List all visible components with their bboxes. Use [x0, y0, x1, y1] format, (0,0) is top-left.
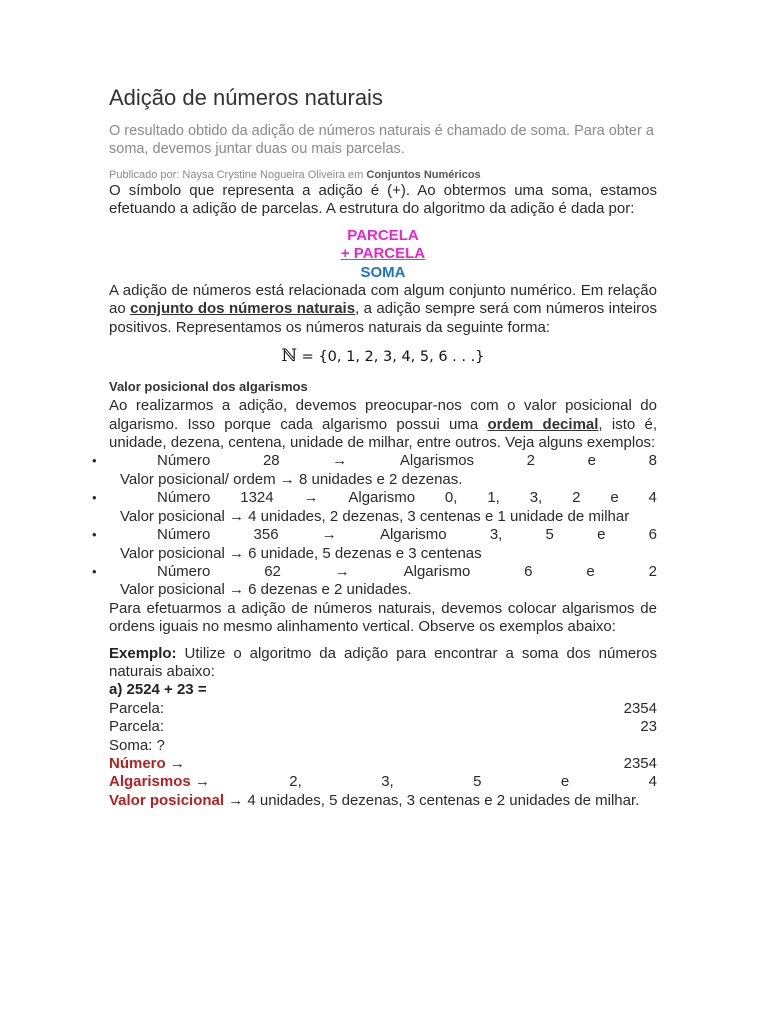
addend-row-1	[109, 700, 657, 718]
examples-list	[92, 452, 657, 599]
bullet-icon: •	[92, 527, 97, 543]
example-cell: 356	[253, 526, 279, 544]
number-value: 2354	[623, 754, 657, 772]
example-positional-value: Valor posicional → 6 unidade, 5 dezenas e 3 centenas	[120, 544, 482, 562]
example-cell: →	[321, 526, 337, 544]
example-cell: 6	[524, 562, 533, 580]
example-cell: Algarismos	[399, 452, 475, 470]
digit-cell: 3,	[381, 773, 394, 791]
digits-label-group	[109, 773, 210, 791]
sum-line: Soma: ?	[109, 736, 165, 754]
example-cell: e	[610, 489, 619, 507]
positional-value-paragraph	[109, 397, 657, 452]
example-cell: 4	[648, 489, 657, 507]
example-cell: Algarismo	[348, 489, 416, 507]
example-cell: 6	[648, 526, 657, 544]
natural-set-elements: = {0, 1, 2, 3, 4, 5, 6 . . .}	[297, 349, 485, 366]
list-item	[92, 562, 657, 600]
example-cell: →	[332, 452, 348, 470]
digits-row	[109, 773, 657, 791]
byline-author: Publicado por: Naysa Crystine Nogueira Oliveira em	[109, 169, 367, 181]
number-row	[109, 755, 657, 773]
natural-numbers-paragraph	[109, 282, 657, 337]
example-cell: e	[586, 562, 595, 580]
natural-numbers-link[interactable]: conjunto dos números naturais	[130, 300, 356, 318]
example-cell: e	[597, 526, 606, 544]
example-cell: Algarismo	[379, 526, 447, 544]
article	[92, 84, 657, 810]
example-cell: e	[587, 452, 596, 470]
number-label: Número	[109, 754, 166, 772]
para3-text-end: , isto é, unidade, dezena, centena, unidade de milhar, entre outros. Veja alguns exemplos:	[109, 415, 657, 452]
number-label-group	[109, 755, 185, 773]
example-cell: 8	[648, 452, 657, 470]
example-cell: →	[303, 489, 319, 507]
example-cell: 2	[526, 452, 536, 470]
example-cell: 1,	[487, 489, 500, 507]
example-line	[120, 526, 657, 544]
example-instructions: Utilize o algoritmo da adição para encontrar a soma dos números naturais abaixo:	[109, 644, 657, 680]
example-cell: 3,	[529, 489, 543, 507]
number-arrow: →	[165, 754, 185, 772]
example-intro	[109, 645, 657, 682]
example-cell: →	[334, 562, 350, 580]
example-positional-value: Valor posicional → 6 dezenas e 2 unidades.	[120, 581, 412, 599]
addend-label: Parcela:	[109, 718, 165, 736]
example-cell: Número	[157, 526, 211, 544]
example-label: Exemplo:	[109, 644, 177, 662]
positional-value-result	[109, 792, 657, 810]
structure-soma: SOMA	[360, 263, 406, 281]
example-cell: 3,	[489, 526, 503, 544]
example-cell: Algarismo	[403, 562, 471, 580]
example-positional-value: Valor posicional/ ordem → 8 unidades e 2 dezenas.	[120, 470, 463, 488]
digit-cell: 4	[648, 773, 657, 791]
para3-text-start: Ao realizarmos a adição, devemos preocupar-nos com o valor posicional do algarismo. Isso porque cada algarismo possui uma	[109, 397, 657, 433]
example-positional-value: Valor posicional → 4 unidades, 2 dezenas, 3 centenas e 1 unidade de milhar	[120, 507, 630, 525]
list-item	[92, 489, 657, 526]
list-item	[92, 526, 657, 563]
para2-text-start: A adição de números está relacionada com algum conjunto numérico. Em relação ao	[109, 282, 657, 318]
page-title: Adição de números naturais	[109, 85, 383, 110]
bullet-icon: •	[92, 453, 97, 469]
digits-label: Algarismos	[109, 773, 191, 791]
addend-value: 23	[640, 718, 657, 736]
para2-text-end: , a adição sempre será com números inteiros positivos. Representamos os números naturais da seguinte forma:	[109, 300, 657, 336]
example-cell: Número	[157, 489, 211, 507]
positional-value-text: → 4 unidades, 5 dezenas, 3 centenas e 2 unidades de milhar.	[224, 791, 640, 809]
example-cell: 2	[648, 562, 657, 580]
decimal-order-link[interactable]: ordem decimal	[487, 415, 599, 433]
digits-arrow: →	[194, 773, 210, 791]
list-item	[92, 452, 657, 489]
addend-label: Parcela:	[109, 699, 165, 717]
natural-numbers-set	[109, 345, 657, 368]
digit-cell: e	[560, 773, 570, 791]
digit-cell: 5	[473, 773, 482, 791]
example-cell: 28	[262, 452, 280, 470]
exercise-a: a) 2524 + 23 =	[109, 681, 207, 699]
addition-structure	[109, 227, 657, 282]
natural-set-symbol: ℕ	[281, 346, 298, 367]
example-line	[120, 563, 657, 581]
bullet-icon: •	[92, 490, 97, 506]
example-line	[120, 452, 657, 470]
positional-value-label: Valor posicional	[109, 791, 225, 809]
example-cell: 5	[545, 526, 554, 544]
example-cell: 1324	[240, 489, 274, 507]
article-subtitle: O resultado obtido da adição de números naturais é chamado de soma. Para obter a soma, devemos juntar duas ou mais parcelas.	[109, 123, 654, 157]
digit-cell: 2,	[289, 773, 302, 791]
structure-parcela-2: + PARCELA	[340, 245, 426, 263]
example-cell: Número	[157, 452, 211, 470]
example-cell: 62	[264, 562, 281, 580]
section-heading: Valor posicional dos algarismos	[109, 379, 308, 395]
intro-paragraph: O símbolo que representa a adição é (+). Ao obtermos uma soma, estamos efetuando a adição de parcelas. A estrutura do algoritmo da adição é dada por:	[109, 182, 657, 218]
example-cell: Número	[157, 562, 211, 580]
addend-row-2	[109, 718, 657, 736]
bullet-icon: •	[92, 563, 97, 579]
structure-parcela-1: PARCELA	[347, 226, 419, 244]
example-cell: 2	[572, 489, 581, 507]
article-body	[92, 182, 657, 810]
byline	[109, 168, 657, 182]
example-line	[120, 489, 657, 507]
alignment-paragraph: Para efetuarmos a adição de números naturais, devemos colocar algarismos de ordens iguais no mesmo alinhamento vertical. Observe os exemplos abaixo:	[109, 599, 657, 636]
category-link[interactable]: Conjuntos Numéricos	[366, 169, 481, 181]
addend-value: 2354	[623, 699, 657, 717]
example-cell: 0,	[444, 489, 458, 507]
